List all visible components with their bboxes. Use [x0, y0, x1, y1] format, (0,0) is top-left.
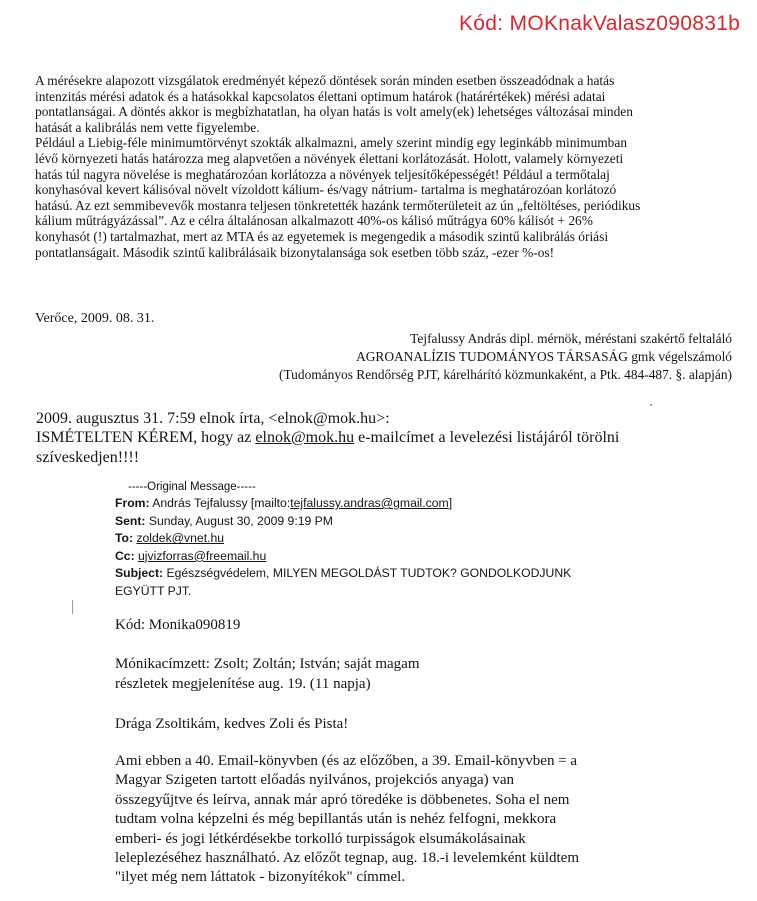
- subject-continuation: EGYÜTT PJT.: [115, 583, 192, 598]
- details-line: részletek megjelenítése aug. 19. (11 napja): [115, 676, 371, 692]
- signature-line: (Tudományos Rendőrség PJT, kárelhárító közmunkaként, a Ptk. 484-487. §. alapján): [279, 367, 732, 382]
- cc-row: [115, 548, 571, 566]
- date-place: Verőce, 2009. 08. 31.: [35, 311, 155, 326]
- reply-line: [36, 428, 619, 448]
- paragraph-line: kálium műtrágyázással”. Az e célra általánosan alkalmazott 40%-os kálisó műtrágya 60% kálisót + 26%: [35, 213, 593, 229]
- scan-speck: [72, 600, 73, 614]
- original-message-headers: [115, 495, 571, 601]
- signature-line: Tejfalussy András dipl. mérnök, méréstani szakértő feltaláló: [410, 331, 732, 346]
- from-email-link[interactable]: tejfalussy.andras@gmail.com: [290, 496, 449, 510]
- sent-row: [115, 513, 571, 531]
- to-email-link[interactable]: zoldek@vnet.hu: [136, 531, 225, 546]
- letter-body: [115, 752, 579, 888]
- subject-label: Subject:: [115, 566, 164, 581]
- paragraph-line: pontatlanságai. A döntés akkor is megbízhatatlan, ha olyan hatás is volt amely(ek) lehetséges változásai minden: [35, 104, 633, 120]
- kod-line: Kód: Monika090819: [115, 617, 241, 633]
- body-line: "ilyet még nem láttatok - bizonyítékok" címmel.: [115, 869, 406, 886]
- paragraph-line: hatású. Az ezt semmibevevők mostanra teljesen tönkretették hazánk termőterületeit az ún „feltöltéses, periódikus: [35, 197, 641, 213]
- paragraph-line: hatás túl nagyra növelése is meghatározóan korlátozza a növények teljesítőképességét! Például a termőtalaj: [35, 166, 610, 182]
- from-label: From:: [115, 496, 150, 510]
- sent-label: Sent:: [115, 513, 146, 528]
- greeting: Drága Zsoltikám, kedves Zoli és Pista!: [115, 716, 349, 732]
- reply-header-prefix: 2009. augusztus 31. 7:59 elnok írta, <: [36, 410, 278, 427]
- body-line: emberi- és jogi létkérdésekbe torkolló turpisságok elsumákolásainak: [115, 830, 526, 847]
- recipient-info: [115, 654, 420, 694]
- intro-paragraph: [35, 73, 729, 260]
- body-line: tudtam volna képzelni és még bepillantás után is nehéz felfogni, mekkora: [115, 811, 557, 828]
- paragraph-line: intenzitás mérési adatok és a hatásokkal kapcsolatos élettani optimum határok (határértékek) mérési adatai: [35, 88, 606, 104]
- from-end: ]: [448, 496, 453, 510]
- reply-body: [36, 428, 619, 468]
- to-label: To:: [115, 531, 134, 546]
- document-code: Kód: MOKnakValasz090831b: [459, 12, 741, 35]
- recipient-line: Mónikacímzett: Zsolt; Zoltán; István; saját magam: [115, 656, 420, 672]
- reply-line-prefix: ISMÉTELTEN KÉREM, hogy az: [36, 429, 256, 446]
- paragraph-line: konyhasóval kevert kálisóval növelt vízoldott kálium- és/vagy nátrium- tartalma is meghatározóan korlátozó: [35, 182, 617, 198]
- from-value: András Tejfalussy [mailto:: [152, 496, 291, 510]
- paragraph-line: A mérésekre alapozott vizsgálatok eredményét képező döntések során minden esetben összeadódnak a hatás: [35, 73, 615, 88]
- reply-email-link[interactable]: elnok@mok.hu: [255, 429, 355, 446]
- body-line: leleplezéséhez használható. Az előzőt tegnap, aug. 18.-i levelemként küldtem: [115, 850, 579, 867]
- body-line: Ami ebben a 40. Email-könyvben (és az előzőben, a 39. Email-könyvben = a: [115, 753, 578, 769]
- paragraph-line: Például a Liebig-féle minimumtörvényt szokták alkalmazni, amely szerint mindig egy leginkább minimumban: [35, 135, 628, 151]
- signature-line: AGROANALÍZIS TUDOMÁNYOS TÁRSASÁG gmk végelszámoló: [356, 349, 732, 364]
- sent-value: Sunday, August 30, 2009 9:19 PM: [148, 513, 333, 528]
- paragraph-line: lévő környezeti hatás határozza meg alapvetően a növények élettani korlátozását. Holott, valamely környezeti: [35, 150, 624, 166]
- cc-label: Cc:: [115, 548, 135, 563]
- subject-row: [115, 565, 571, 583]
- paragraph-line: konyhasót (!) tartalmazhat, mert az MTA és az egyetemek is megengedik a második szintű kalibrálás óriási: [35, 228, 609, 244]
- reply-header-suffix: >:: [376, 410, 390, 427]
- reply-line-suffix: e-mailcímet a levelezési listájáról törölni: [354, 429, 620, 446]
- from-row: [115, 495, 571, 513]
- paragraph-line: pontatlanságait. Második szintű kalibrálásaik bizonytalansága sok esetben több száz, -ezer %-os!: [35, 244, 555, 260]
- cc-email-link[interactable]: ujvizforras@freemail.hu: [138, 548, 267, 563]
- reply-header: [36, 410, 390, 428]
- body-line: összegyűjtve és leírva, annak már apró töredéke is döbbenetes. Soha el nem: [115, 791, 570, 808]
- original-message-title: -----Original Message-----: [128, 481, 256, 493]
- subject-value: Egészségvédelem, MILYEN MEGOLDÁST TUDTOK? GONDOLKODJUNK: [166, 566, 572, 581]
- to-row: [115, 530, 571, 548]
- body-line: Magyar Szigeten tartott előadás nyilvános, projekciós anyaga) van: [115, 772, 515, 789]
- reply-header-email-link[interactable]: elnok@mok.hu: [277, 410, 377, 427]
- paragraph-line: hatását a kalibrálás nem vette figyelembe.: [35, 119, 260, 135]
- scan-speck: [650, 404, 652, 406]
- signature-block: [279, 330, 732, 384]
- reply-line: szíveskedjen!!!!: [36, 449, 140, 466]
